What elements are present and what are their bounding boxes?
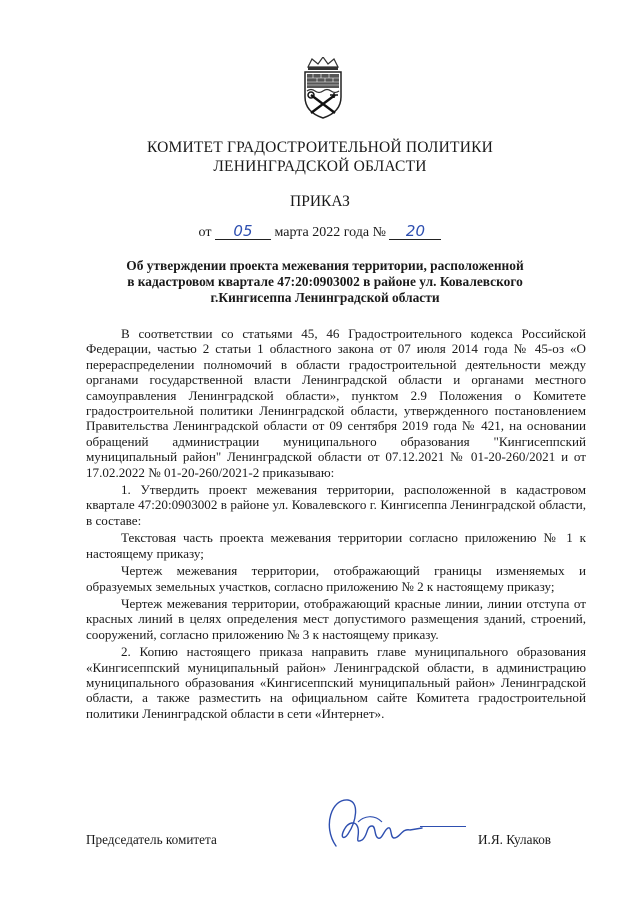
paragraph-item-2: 2. Копию настоящего приказа направить главе муниципального образования «Кингисеппский муниципальный район» Ленинградской области, в администрацию муниципального образования «Кингисеппский муниципальный район» Ленинградской области, а также разместить на официальном сайте Комитета градостроительной политики Ленинградской области в сети «Интернет».: [86, 644, 586, 721]
date-prefix: от: [198, 225, 212, 240]
paragraph-preamble: В соответствии со статьями 45, 46 Градостроительного кодекса Российской Федерации, частью 2 статьи 1 областного закона от 07 июля 2014 года № 45-оз «О перераспределении полномочий в области градостроительной деятельности между органами государственной власти Ленинградской области и органами местного самоуправления Ленинградской области», пунктом 2.9 Положения о Комитете градостроительной политики Ленинградской области, утвержденного постановлением Правительства Ленинградской области от 09 сентября 2019 года № 421, на основании обращений администрации муниципального образования "Кингисеппский муниципальный район" Ленинградской области от 07.12.2021 № 01-20-260/2021 и от 17.02.2022 № 01-20-260/2021-2 приказываю:: [86, 326, 586, 480]
document-title: [100, 258, 550, 306]
paragraph-item-1: 1. Утвердить проект межевания территории, расположенной в кадастровом квартале 47:20:0903002 в районе ул. Ковалевского г. Кингисеппа Ленинградской области, в составе:: [86, 482, 586, 528]
document-body: [86, 326, 586, 723]
coat-of-arms-icon: [302, 57, 344, 119]
paragraph-appendix-3: Чертеж межевания территории, отображающий красные линии, линии отступа от красных линий в целях определения мест допустимого размещения зданий, строений, сооружений, согласно приложению № 3 к настоящему приказу.: [86, 595, 586, 642]
committee-name-line-1: КОМИТЕТ ГРАДОСТРОИТЕЛЬНОЙ ПОЛИТИКИ: [146, 139, 494, 156]
date-line: [0, 222, 640, 241]
date-day: 05: [215, 222, 271, 240]
committee-name-line-2: ЛЕНИНГРАДСКОЙ ОБЛАСТИ: [213, 158, 427, 175]
signer-name: И.Я. Кулаков: [478, 832, 552, 847]
title-line-1: Об утверждении проекта межевания территории, расположенной: [126, 258, 524, 273]
date-rest: марта 2022 года №: [274, 225, 386, 240]
signature-stroke: [420, 826, 466, 827]
title-line-3: г.Кингисеппа Ленинградской области: [210, 290, 440, 305]
paragraph-appendix-1: Текстовая часть проекта межевания территории согласно приложению № 1 к настоящему приказу;: [86, 530, 586, 561]
committee-name: [0, 138, 640, 176]
title-line-2: в кадастровом квартале 47:20:0903002 в районе ул. Ковалевского: [127, 274, 523, 289]
signer-position: Председатель комитета: [86, 832, 217, 847]
document-number: 20: [389, 222, 441, 240]
document-type: ПРИКАЗ: [290, 193, 350, 210]
paragraph-appendix-2: Чертеж межевания территории, отображающий границы изменяемых и образуемых земельных участков, согласно приложению № 2 к настоящему приказу;: [86, 563, 586, 594]
